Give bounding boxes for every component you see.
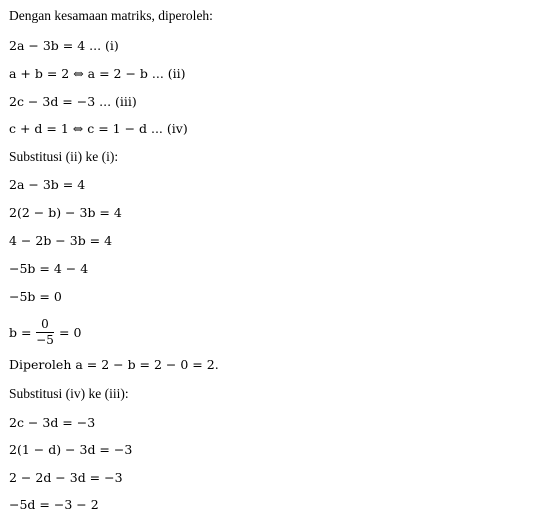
substitution-heading-2: Substitusi (iv) ke (iii): bbox=[9, 386, 129, 401]
step-1-1: 2a − 3b = 4 bbox=[9, 177, 86, 192]
intro-text: Dengan kesamaan matriks, diperoleh: bbox=[9, 8, 213, 23]
equation-3: 2c − 3d = −3 ... (iii) bbox=[9, 94, 137, 109]
equation-1: 2a − 3b = 4 ... (i) bbox=[9, 38, 119, 53]
document-body bbox=[9, 0, 529, 520]
step-1-3: 4 − 2b − 3b = 4 bbox=[9, 233, 113, 248]
step-1-4: −5b = 4 − 4 bbox=[9, 261, 89, 276]
fraction-numerator: 0 bbox=[41, 317, 49, 331]
fraction-denominator: −5 bbox=[36, 333, 54, 347]
step-2-1: 2c − 3d = −3 bbox=[9, 415, 96, 430]
fraction-lhs: b = bbox=[9, 325, 32, 340]
step-2-2: 2(1 − d) − 3d = −3 bbox=[9, 442, 133, 457]
equation-2: a + b = 2 ⇔ a = 2 − b ... (ii) bbox=[9, 66, 186, 81]
step-1-5: −5b = 0 bbox=[9, 289, 62, 304]
step-1-2: 2(2 − b) − 3b = 4 bbox=[9, 205, 122, 220]
step-2-4: −5d = −3 − 2 bbox=[9, 497, 99, 512]
substitution-heading-1: Substitusi (ii) ke (i): bbox=[9, 149, 119, 164]
result-a: Diperoleh a = 2 − b = 2 − 0 = 2. bbox=[9, 357, 219, 372]
fraction-rhs: = 0 bbox=[59, 325, 82, 340]
equation-4: c + d = 1 ⇔ c = 1 − d ... (iv) bbox=[9, 121, 188, 136]
fraction bbox=[35, 318, 55, 348]
step-2-3: 2 − 2d − 3d = −3 bbox=[9, 470, 123, 485]
